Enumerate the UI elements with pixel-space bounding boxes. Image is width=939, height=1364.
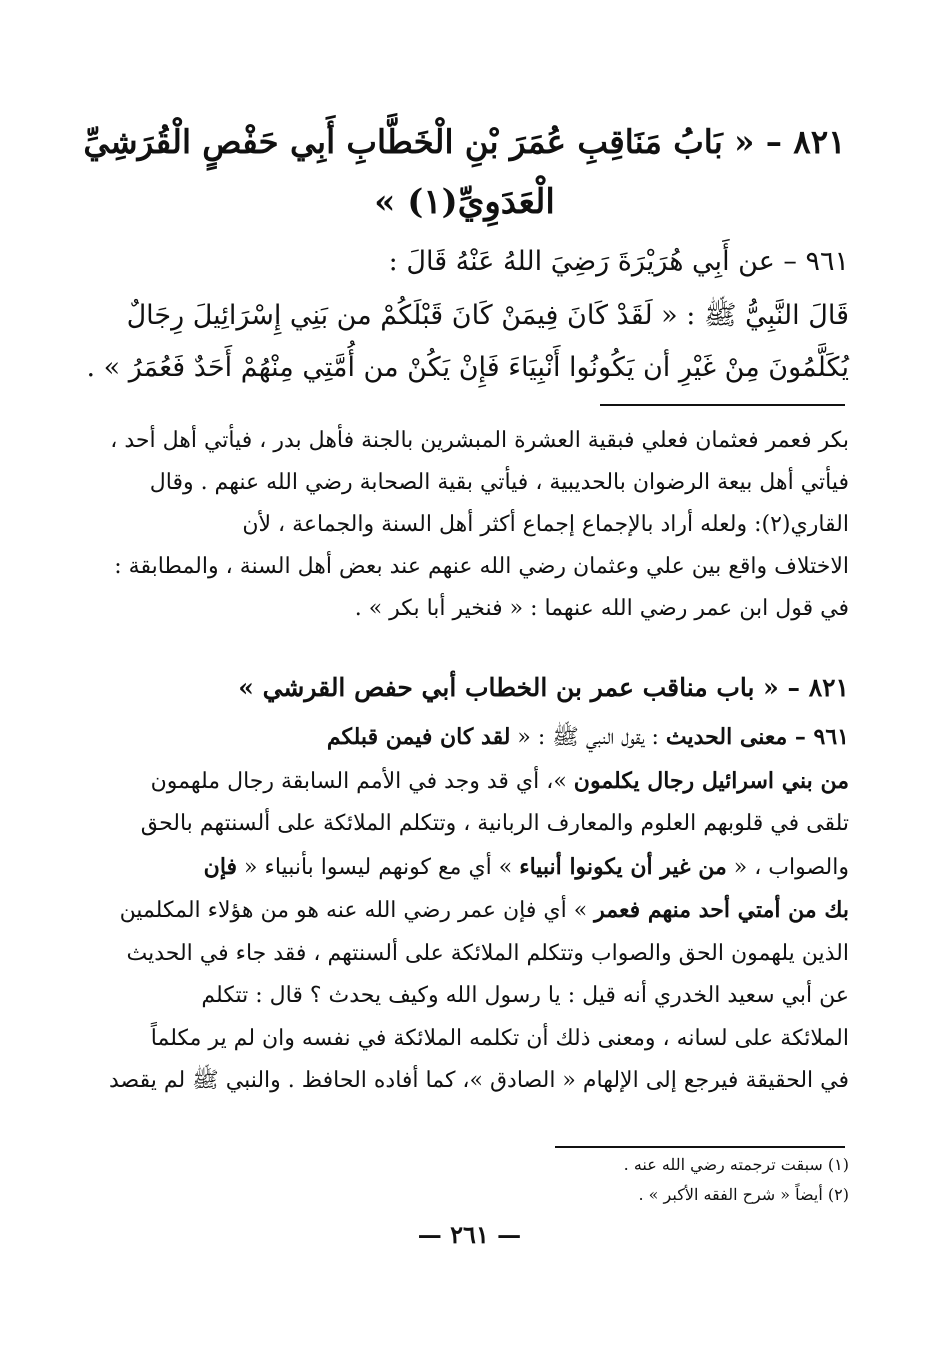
commentary-line: الاختلاف واقع بين علي وعثمان رضي الله عنهم عند بعض أهل السنة ، والمطابقة : [114, 554, 849, 579]
commentary-plain: »، أي قد وجد في الأمم السابقة رجال ملهمون [150, 768, 574, 794]
commentary-line: الملائكة على لسانه ، ومعنى ذلك أن تكلمه الملائكة في نفسه وان لم ير مكلماً [150, 1025, 849, 1051]
chapter-title [80, 112, 849, 232]
commentary-line: في قول ابن عمر رضي الله عنهما : « فنخير أبا بكر » . [354, 596, 849, 621]
hadith-text [80, 290, 849, 394]
commentary-bold: ٩٦١ – معنى الحديث [665, 724, 849, 750]
footnote-2: (٢) أيضاً « شرح الفقه الأكبر » . [638, 1185, 849, 1204]
commentary-line: تلقى في قلوبهم العلوم والمعارف الربانية ، وتتكلم الملائكة على ألسنتهم بالحق [140, 811, 849, 836]
chapter-title-line-2: الْعَدَوِيِّ(١) » [374, 182, 555, 222]
commentary-bold: من غير أن يكونوا أنبياء [519, 853, 727, 880]
commentary-line: في الحقيقة فيرجع إلى الإلهام « الصادق »، كما أفاده الحافظ . والنبي ﷺ لم يقصد [108, 1068, 849, 1093]
commentary-divider [600, 404, 845, 406]
footnotes [80, 1150, 849, 1210]
commentary-bold: بك من أمتي أحد منهم فعمر [594, 897, 849, 923]
commentary-line: عن أبي سعيد الخدري أنه قيل : يا رسول الله وكيف يحدث ؟ قال : تتكلم [201, 983, 849, 1008]
commentary-line [80, 846, 849, 890]
commentary-plain: » أي مع كونهم ليسوا بأنبياء « [237, 854, 520, 880]
hadith-heading: ٩٦١ – عن أَبِي هُرَيْرَةَ رَضِيَ اللهُ عَنْهُ قَالَ : [388, 246, 849, 277]
commentary-bold: لقد كان فيمن قبلكم [326, 724, 511, 750]
commentary-line [80, 716, 849, 760]
commentary-continued [80, 420, 849, 630]
commentary-line: فيأتي أهل بيعة الرضوان بالحديبية ، فيأتي بقية الصحابة رضي الله عنهم . وقال [149, 470, 849, 495]
hadith-line-2: يُكَلَّمُونَ مِنْ غَيْرِ أن يَكُونُوا أَنْبِيَاءَ فَإِنْ يَكُنْ من أُمَّتِي مِنْهُمْ أَحَدٌ فَعُمَرُ » . [86, 352, 849, 383]
footnote-1: (١) سبقت ترجمته رضي الله عنه . [623, 1155, 849, 1174]
commentary-line [80, 760, 849, 804]
commentary-line: بكر فعمر فعثمان فعلي فبقية العشرة المبشرين بالجنة فأهل بدر ، فيأتي أهل أحد ، [110, 428, 849, 453]
hadith-line-1: قَالَ النَّبِيُّ ﷺ : « لَقَدْ كَانَ فِيمَنْ كَانَ قَبْلَكُمْ من بَنِي إِسْرَائِيلَ رِجَالٌ [126, 300, 849, 331]
commentary-main [80, 716, 849, 1103]
commentary-plain: والصواب ، « [726, 854, 849, 880]
commentary-bold: من بني اسرائيل رجال يكلمون [573, 767, 849, 794]
page-number: — ٢٦١ — [417, 1220, 522, 1249]
commentary-plain: » أي فإن عمر رضي الله عنه هو من هؤلاء المكلمين [119, 898, 595, 923]
commentary-line: الذين يلهمون الحق والصواب وتتكلم الملائكة على ألسنتهم ، فقد جاء في الحديث [126, 940, 849, 966]
commentary-line: القاري(٢): ولعله أراد بالإجماع إجماع أكثر أهل السنة والجماعة ، لأن [242, 512, 849, 537]
section-heading: ٨٢١ – « باب مناقب عمر بن الخطاب أبي حفص القرشي » [238, 673, 849, 702]
chapter-title-line-1: ٨٢١ – « بَابُ مَنَاقِبِ عُمَرَ بْنِ الْخَطَّابِ أَبِي حَفْصٍ الْقُرَشِيِّ [83, 122, 846, 161]
footnote-divider [555, 1146, 845, 1148]
commentary-plain: : يقول النبي ﷺ : « [510, 725, 666, 750]
commentary-line [80, 889, 849, 933]
commentary-bold: فإن [203, 853, 238, 880]
